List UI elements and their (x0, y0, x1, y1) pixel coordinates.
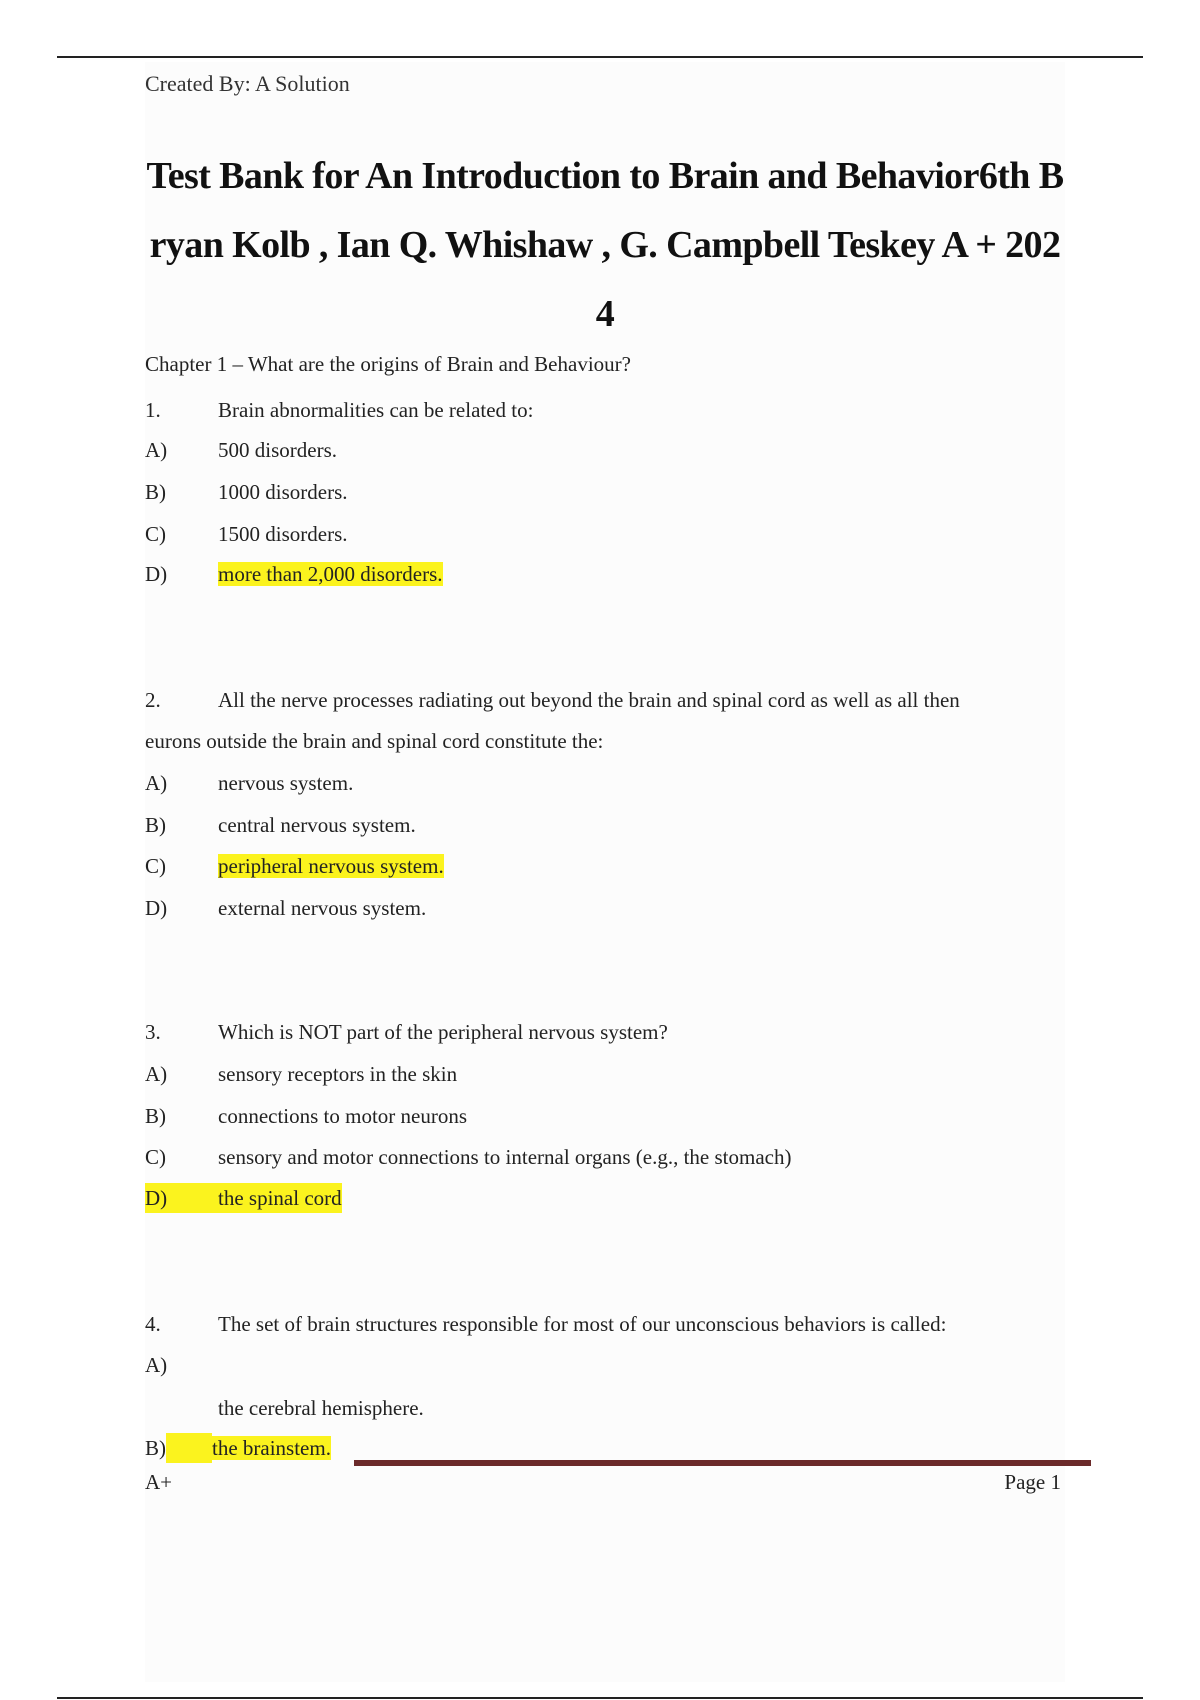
option-text-highlighted: more than 2,000 disorders. (218, 562, 443, 586)
top-rule (57, 56, 1143, 58)
question-number: 4. (145, 1312, 161, 1336)
option-3b (145, 1101, 467, 1131)
option-3a (145, 1059, 457, 1089)
option-4b (145, 1433, 331, 1463)
option-text-highlighted: peripheral nervous system. (218, 854, 444, 878)
option-letter: D) (145, 896, 168, 920)
option-letter: B) (145, 813, 166, 837)
option-text-highlighted: the spinal cord (218, 1186, 342, 1210)
footer-left: A+ (145, 1470, 173, 1494)
option-2a (145, 768, 353, 798)
question-4 (145, 1309, 946, 1339)
option-letter: A) (145, 1062, 168, 1086)
option-letter: D) (145, 1186, 168, 1210)
option-1a (145, 435, 337, 465)
option-text: 1000 disorders. (218, 480, 348, 504)
question-2 (145, 685, 960, 715)
option-4a-text: the cerebral hemisphere. (218, 1396, 424, 1420)
option-text: external nervous system. (218, 896, 427, 920)
question-text: Which is NOT part of the peripheral nervous system? (218, 1020, 668, 1044)
option-text: central nervous system. (218, 813, 416, 837)
option-text: sensory receptors in the skin (218, 1062, 458, 1086)
option-2c (145, 851, 444, 881)
option-3c (145, 1142, 791, 1172)
option-1b (145, 477, 348, 507)
option-letter-gap (166, 1433, 212, 1463)
bottom-rule (57, 1697, 1143, 1699)
question-number: 1. (145, 398, 161, 422)
option-letter: A) (145, 771, 168, 795)
document-title: Test Bank for An Introduction to Brain and Behavior6th Bryan Kolb , Ian Q. Whishaw , G. Campbell Teskey A + 2024 (146, 155, 1064, 335)
option-letter: A) (145, 1353, 168, 1377)
page-number: Page 1 (1004, 1470, 1061, 1494)
option-text-highlighted: the brainstem. (212, 1436, 331, 1460)
option-2d (145, 893, 426, 923)
question-number: 3. (145, 1020, 161, 1044)
created-by-header: Created By: A Solution (145, 71, 350, 96)
option-letter: C) (145, 1145, 166, 1169)
question-text: All the nerve processes radiating out beyond the brain and spinal cord as well as all then (218, 688, 960, 712)
question-3 (145, 1017, 668, 1047)
document-page (145, 62, 1065, 1682)
option-text: connections to motor neurons (218, 1104, 468, 1128)
option-1c (145, 519, 348, 549)
option-letter: A) (145, 438, 168, 462)
option-letter: B) (145, 480, 166, 504)
option-3d (145, 1183, 342, 1213)
footer-rule (354, 1460, 1091, 1466)
option-letter: D) (145, 562, 168, 586)
question-2-continued: eurons outside the brain and spinal cord constitute the: (145, 729, 604, 753)
option-letter: C) (145, 522, 166, 546)
option-text: sensory and motor connections to internal organs (e.g., the stomach) (218, 1145, 792, 1169)
option-text: nervous system. (218, 771, 354, 795)
option-letter: B) (145, 1104, 166, 1128)
question-text: The set of brain structures responsible for most of our unconscious behaviors is called: (218, 1312, 947, 1336)
option-2b (145, 810, 416, 840)
question-number: 2. (145, 688, 161, 712)
question-text: Brain abnormalities can be related to: (218, 398, 534, 422)
option-letter: B) (145, 1436, 166, 1460)
option-1d (145, 559, 443, 589)
question-1 (145, 395, 533, 425)
chapter-heading: Chapter 1 – What are the origins of Brain and Behaviour? (145, 352, 631, 376)
option-text: 1500 disorders. (218, 522, 348, 546)
option-4a (145, 1350, 218, 1380)
option-letter: C) (145, 854, 166, 878)
option-text: 500 disorders. (218, 438, 337, 462)
